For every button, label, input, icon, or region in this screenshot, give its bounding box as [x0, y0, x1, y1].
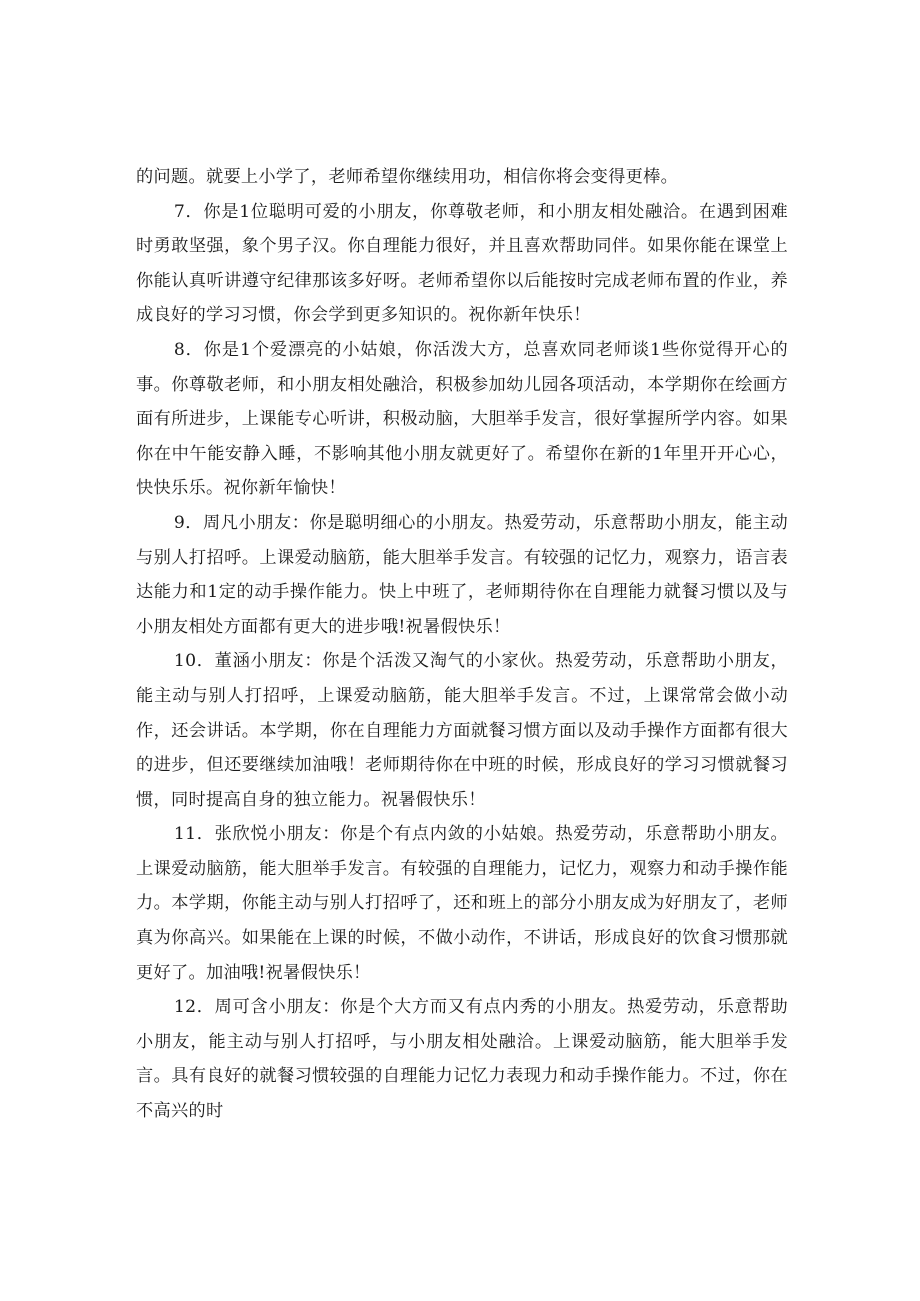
document-body [136, 160, 788, 1129]
paragraph-item-11: 11．张欣悦小朋友：你是个有点内敛的小姑娘。热爱劳动，乐意帮助小朋友。上课爱动脑筋，能大胆举手发言。有较强的自理能力，记忆力，观察力和动手操作能力。本学期，你能主动与别人打招呼了，还和班上的部分小朋友成为好朋友了，老师真为你高兴。如果能在上课的时候，不做小动作，不讲话，形成良好的饮食习惯那就更好了。加油哦!祝暑假快乐！ [136, 824, 788, 983]
paragraph-item-9: 9．周凡小朋友：你是聪明细心的小朋友。热爱劳动，乐意帮助小朋友，能主动与别人打招呼。上课爱动脑筋，能大胆举手发言。有较强的记忆力，观察力，语言表达能力和1定的动手操作能力。快上中班了，老师期待你在自理能力就餐习惯以及与小朋友相处方面都有更大的进步哦!祝暑假快乐！ [136, 512, 788, 637]
paragraph-continuation: 的问题。就要上小学了，老师希望你继续用功，相信你将会变得更棒。 [136, 167, 679, 187]
paragraph-item-8: 8．你是1个爱漂亮的小姑娘，你活泼大方，总喜欢同老师谈1些你觉得开心的事。你尊敬老师，和小朋友相处融洽，积极参加幼儿园各项活动，本学期你在绘画方面有所进步，上课能专心听讲，积极动脑，大胆举手发言，很好掌握所学内容。如果你在中午能安静入睡，不影响其他小朋友就更好了。希望你在新的1年里开开心心，快快乐乐。祝你新年愉快！ [136, 339, 788, 499]
paragraph-item-12: 12．周可含小朋友：你是个大方而又有点内秀的小朋友。热爱劳动，乐意帮助小朋友，能主动与别人打招呼，与小朋友相处融洽。上课爱动脑筋，能大胆举手发言。具有良好的就餐习惯较强的自理能力记忆力表现力和动手操作能力。不过，你在不高兴的时 [136, 997, 788, 1122]
paragraph-item-7: 7．你是1位聪明可爱的小朋友，你尊敬老师，和小朋友相处融洽。在遇到困难时勇敢坚强，象个男子汉。你自理能力很好，并且喜欢帮助同伴。如果你能在课堂上你能认真听讲遵守纪律那该多好呀。老师希望你以后能按时完成老师布置的作业，养成良好的学习习惯，你会学到更多知识的。祝你新年快乐！ [136, 201, 788, 326]
paragraph-item-10: 10．董涵小朋友：你是个活泼又淘气的小家伙。热爱劳动，乐意帮助小朋友，能主动与别人打招呼，上课爱动脑筋，能大胆举手发言。不过，上课常常会做小动作，还会讲话。本学期，你在自理能力方面就餐习惯方面以及动手操作方面都有很大的进步，但还要继续加油哦！老师期待你在中班的时候，形成良好的学习习惯就餐习惯，同时提高自身的独立能力。祝暑假快乐！ [136, 651, 788, 810]
